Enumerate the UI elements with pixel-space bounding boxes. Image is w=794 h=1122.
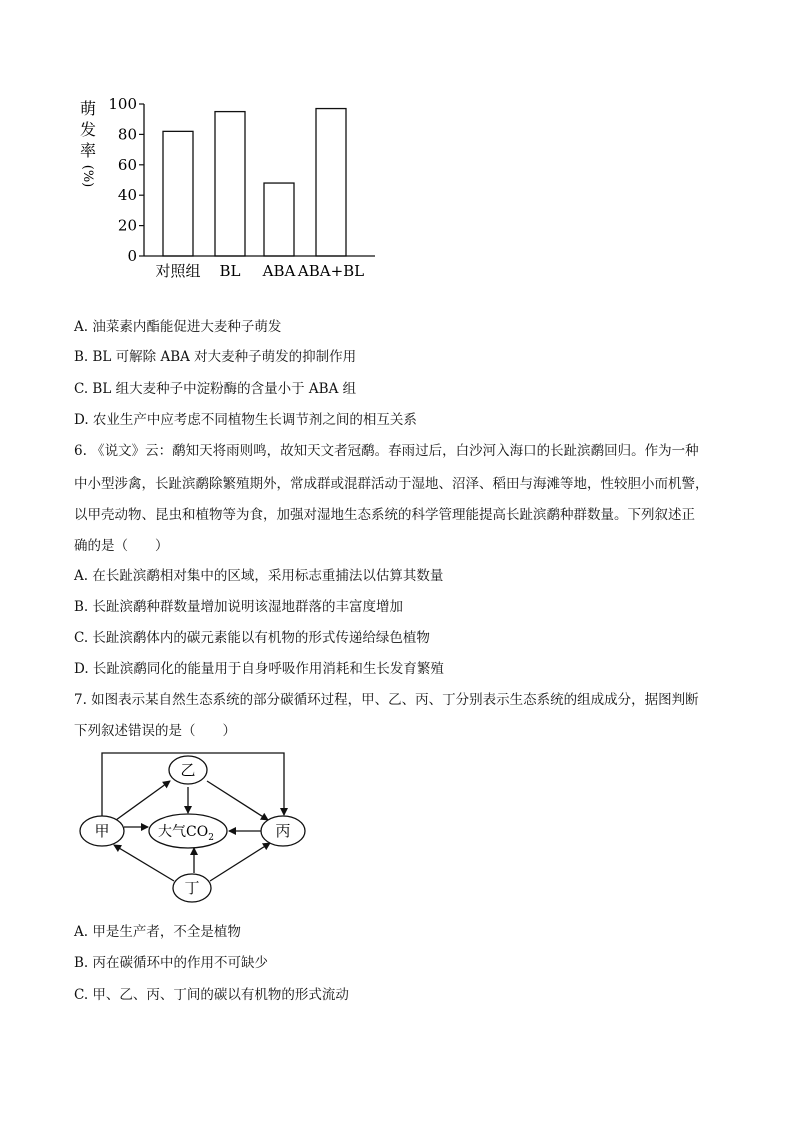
y-axis-label-char: 萌	[79, 99, 97, 118]
y-tick-label: 0	[127, 247, 137, 265]
q6-stem-line-3: 以甲壳动物、昆虫和植物等为食，加强对湿地生态系统的科学管理能提高长趾滨鹬种群数量。下列叙述正	[74, 507, 695, 523]
q6-option-b: B. 长趾滨鹬种群数量增加说明该湿地群落的丰富度增加	[74, 599, 404, 615]
bars	[163, 109, 346, 256]
y-tick-label: 100	[108, 95, 137, 113]
y-axis-label-char: 发	[79, 120, 97, 139]
y-axis-label	[80, 99, 96, 187]
arrow-ding-to-jia	[114, 845, 174, 881]
arrow-jia-to-yi	[116, 781, 170, 820]
q7-option-a: A. 甲是生产者，不全是植物	[74, 924, 241, 940]
y-tick-label: 20	[117, 216, 137, 235]
y-axis-ticks	[108, 95, 144, 265]
q7-stem-line-2: 下列叙述错误的是（ ）	[74, 723, 236, 739]
q5-option-a: A. 油菜素内酯能促进大麦种子萌发	[74, 319, 282, 335]
x-tick-label: ABA	[262, 262, 296, 280]
node-jia-label: 甲	[94, 822, 110, 840]
arrow-yi-to-bing	[207, 781, 268, 820]
x-tick-label: BL	[219, 262, 241, 280]
q6-stem-line-2: 中小型涉禽，长趾滨鹬除繁殖期外，常成群或混群活动于湿地、沼泽、稻田与海滩等地，性较胆小而机警，	[74, 476, 709, 492]
bar-0	[163, 131, 193, 256]
q5-option-b: B. BL 可解除 ABA 对大麦种子萌发的抑制作用	[74, 349, 357, 365]
y-tick-label: 80	[117, 125, 137, 144]
node-yi-label: 乙	[180, 761, 196, 779]
germination-bar-chart	[70, 88, 400, 288]
y-tick-label: 60	[117, 155, 137, 174]
x-axis-labels	[155, 262, 364, 280]
bar-1	[215, 112, 245, 256]
q7-option-b: B. 丙在碳循环中的作用不可缺少	[74, 955, 269, 971]
q6-option-d: D. 长趾滨鹬同化的能量用于自身呼吸作用消耗和生长发育繁殖	[74, 661, 444, 677]
q6-option-a: A. 在长趾滨鹬相对集中的区域，采用标志重捕法以估算其数量	[74, 568, 444, 584]
q7-option-c: C. 甲、乙、丙、丁间的碳以有机物的形式流动	[74, 987, 349, 1003]
node-bing-label: 丙	[275, 822, 291, 840]
y-axis-label-char: 率	[79, 141, 97, 160]
bar-3	[316, 109, 346, 256]
carbon-cycle-diagram	[74, 745, 324, 915]
x-tick-label: 对照组	[155, 262, 201, 280]
y-axis-label-char: (%)	[80, 164, 95, 188]
x-tick-label: ABA+BL	[297, 262, 365, 280]
q6-stem-line-4: 确的是（ ）	[74, 538, 169, 554]
arrow-ding-to-bing	[210, 843, 270, 881]
y-tick-label: 40	[117, 186, 137, 205]
bar-2	[264, 183, 294, 256]
q5-option-d: D. 农业生产中应考虑不同植物生长调节剂之间的相互关系	[74, 412, 417, 428]
co2-subscript: 2	[208, 833, 214, 843]
q6-option-c: C. 长趾滨鹬体内的碳元素能以有机物的形式传递给绿色植物	[74, 630, 430, 646]
co2-main-text: 大气CO	[158, 824, 209, 840]
node-ding-label: 丁	[184, 879, 200, 897]
q6-stem-line-1: 6. 《说文》云：鹬知天将雨则鸣，故知天文者冠鹬。春雨过后，白沙河入海口的长趾滨鹬回归。作为一种	[74, 443, 699, 459]
q5-option-c: C. BL 组大麦种子中淀粉酶的含量小于 ABA 组	[74, 381, 357, 397]
q7-stem-line-1: 7. 如图表示某自然生态系统的部分碳循环过程，甲、乙、丙、丁分别表示生态系统的组成成分，据图判断	[74, 692, 699, 708]
